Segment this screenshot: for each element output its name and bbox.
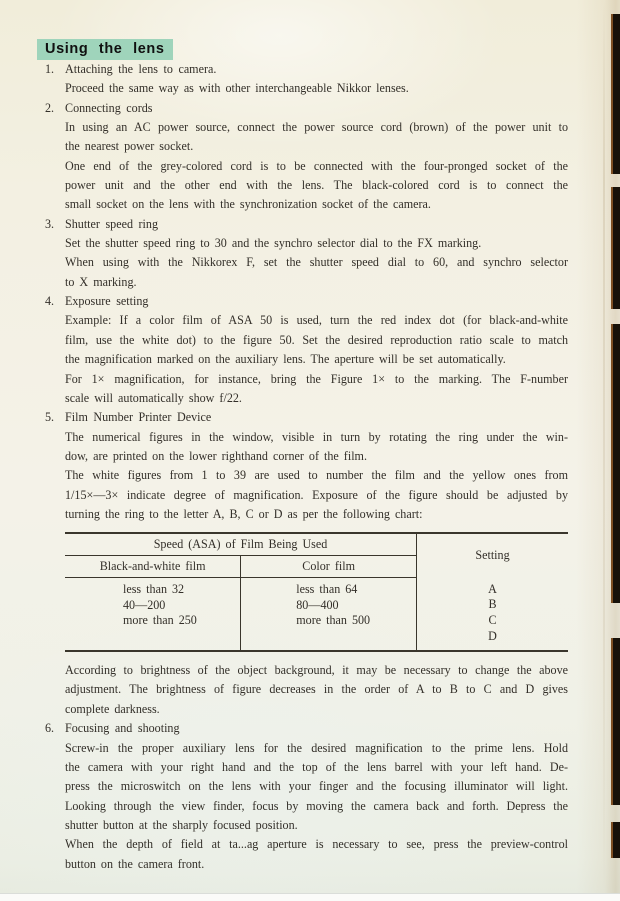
table-cell-value: 80—400 xyxy=(296,597,339,612)
text-line: complete darkness. xyxy=(65,701,160,716)
text-line: button on the camera front. xyxy=(65,856,205,871)
item-title: Connecting cords xyxy=(65,100,153,115)
text-line: to X marking. xyxy=(65,274,137,289)
paragraph xyxy=(65,157,568,215)
scan-edge-segment xyxy=(611,14,620,174)
color-film-cell xyxy=(241,578,417,651)
document-body xyxy=(45,60,568,874)
scan-edge-segment xyxy=(611,187,620,309)
table-group-header: Speed (ASA) of Film Being Used xyxy=(65,533,417,556)
paragraph xyxy=(65,79,568,98)
paragraph xyxy=(65,234,568,253)
paragraph xyxy=(65,428,568,467)
text-line: the nearest power socket. xyxy=(65,139,194,154)
text-line: Example: If a color film of ASA 50 is used, turn the red index dot (for black-and-white xyxy=(65,313,568,328)
paragraph xyxy=(65,253,568,292)
film-speed-table xyxy=(65,532,568,652)
table-cell-value: B xyxy=(488,597,497,612)
list-item xyxy=(45,408,568,427)
scan-edge-segment xyxy=(611,638,620,805)
paragraph xyxy=(65,661,568,719)
setting-cell xyxy=(417,578,569,651)
text-line: The numerical figures in the window, visible in turn by rotating the ring under the win- xyxy=(65,429,568,444)
item-title: Focusing and shooting xyxy=(65,721,180,736)
item-number: 4. xyxy=(45,294,55,309)
text-line: For 1× magnification, for instance, bring the Figure 1× to the marking. The F-number xyxy=(65,371,568,386)
text-line: the magnification marked on the auxiliary lens. The aperture will be set automatically. xyxy=(65,352,506,367)
text-line: adjustment. The brightness of figure decreases in the order of A to B to C and D gives xyxy=(65,682,568,697)
scan-edge-segment xyxy=(611,822,620,858)
table-body-row xyxy=(65,578,568,651)
section-heading: Using the lens xyxy=(37,39,173,60)
list-item xyxy=(45,60,568,79)
item-number: 6. xyxy=(45,721,55,736)
table-cell-value: less than 32 xyxy=(123,582,185,597)
text-line: film, use the white dot) to the figure 50. Set the desired reproduction ratio scale to match xyxy=(65,332,568,347)
table-header-bw-film: Black-and-white film xyxy=(65,556,241,578)
table-header-color-film: Color film xyxy=(241,556,417,578)
text-line: shutter button at the sharply focused position. xyxy=(65,817,298,832)
text-line: When the depth of field at ta...ag aperture is necessary to see, press the preview-control xyxy=(65,837,568,852)
paragraph xyxy=(65,311,568,369)
item-number: 3. xyxy=(45,216,55,231)
item-number: 5. xyxy=(45,410,55,425)
text-line: According to brightness of the object background, it may be necessary to change the above xyxy=(65,663,568,678)
paragraph xyxy=(65,466,568,524)
text-line: Set the shutter speed ring to 30 and the synchro selector dial to the FX marking. xyxy=(65,236,482,251)
text-line: Looking through the view finder, focus by moving the camera back and forth. Depress the xyxy=(65,798,568,813)
item-number: 2. xyxy=(45,100,55,115)
item-title: Shutter speed ring xyxy=(65,216,158,231)
text-line: Screw-in the proper auxiliary lens for the desired magnification to the prime lens. Hold xyxy=(65,740,568,755)
table-header-setting: Setting xyxy=(417,533,569,578)
text-line: the camera with your right hand and the top of the lens barrel with your left hand. De- xyxy=(65,759,568,774)
table-cell-value: C xyxy=(488,612,497,627)
scan-edge-segment xyxy=(611,324,620,603)
paragraph xyxy=(65,835,568,874)
list-item xyxy=(45,292,568,311)
item-title: Exposure setting xyxy=(65,294,149,309)
table-cell-value: A xyxy=(488,581,497,596)
text-line: The white figures from 1 to 39 are used to number the film and the yellow ones from xyxy=(65,468,568,483)
text-line: press the microswitch on the lens with your finger and the focusing illuminator will light. xyxy=(65,779,568,794)
text-line: 1/15×—3× indicate degree of magnification. Exposure of the figure should be adjusted by xyxy=(65,487,568,502)
item-title: Film Number Printer Device xyxy=(65,410,212,425)
item-number: 1. xyxy=(45,62,55,76)
text-line: scale will automatically show f/22. xyxy=(65,390,242,405)
text-line: small socket on the lens with the synchronization socket of the camera. xyxy=(65,197,431,212)
paragraph xyxy=(65,370,568,409)
table-group-header-row xyxy=(65,533,568,556)
page-crease xyxy=(603,0,605,893)
table-cell-value: more than 500 xyxy=(296,613,371,628)
list-item xyxy=(45,719,568,738)
text-line: Proceed the same way as with other interchangeable Nikkor lenses. xyxy=(65,81,409,96)
text-line: In using an AC power source, connect the power source cord (brown) of the power unit to xyxy=(65,120,568,135)
list-item xyxy=(45,215,568,234)
text-line: One end of the grey-colored cord is to be connected with the four-pronged socket of the xyxy=(65,158,568,173)
table-cell-value: less than 64 xyxy=(296,582,358,597)
text-line: power unit and the other end with the lens. The black-colored cord is to connect the xyxy=(65,178,568,193)
text-line: dow, are printed on the lower righthand corner of the film. xyxy=(65,448,367,463)
text-line: When using with the Nikkorex F, set the shutter speed dial to 60, and synchro selector xyxy=(65,255,568,270)
text-line: turning the ring to the letter A, B, C or D as per the following chart: xyxy=(65,506,423,521)
table-cell-value: 40—200 xyxy=(123,597,166,612)
paragraph xyxy=(65,739,568,836)
bw-film-cell xyxy=(65,578,241,651)
paragraph xyxy=(65,118,568,157)
item-title: Attaching the lens to camera. xyxy=(65,62,217,76)
list-item xyxy=(45,99,568,118)
table-cell-value: more than 250 xyxy=(123,613,197,628)
table-cell-value: D xyxy=(488,628,497,643)
